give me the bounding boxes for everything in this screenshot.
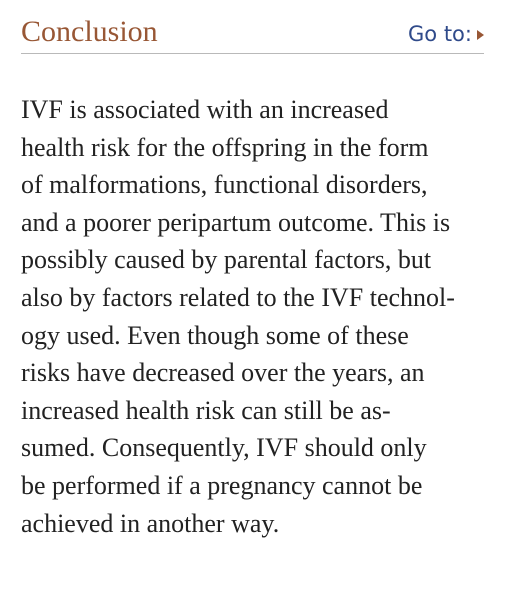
conclusion-paragraph: [21, 91, 484, 542]
paragraph-line: achieved in another way.: [21, 508, 280, 538]
goto-link[interactable]: [408, 24, 484, 47]
paragraph-line: sumed. Consequently, IVF should only: [21, 433, 427, 463]
paragraph-line: also by factors related to the IVF technol-: [21, 282, 455, 312]
paragraph-line: of malformations, functional disorders,: [21, 170, 428, 200]
paragraph-line: risks have decreased over the years, an: [21, 358, 425, 388]
paragraph-line: IVF is associated with an increased: [21, 95, 389, 124]
paragraph-line: and a poorer peripartum outcome. This is: [21, 207, 451, 237]
paragraph-line: increased health risk can still be as-: [21, 395, 391, 425]
goto-label: Go to:: [408, 22, 472, 46]
triangle-right-icon: [477, 30, 484, 40]
section-title: Conclusion: [21, 15, 158, 48]
section-header: [21, 0, 484, 54]
paragraph-line: be performed if a pregnancy cannot be: [21, 470, 423, 500]
paragraph-line: health risk for the offspring in the form: [21, 132, 429, 162]
paragraph-line: possibly caused by parental factors, but: [21, 245, 432, 275]
paragraph-line: ogy used. Even though some of these: [21, 320, 409, 350]
